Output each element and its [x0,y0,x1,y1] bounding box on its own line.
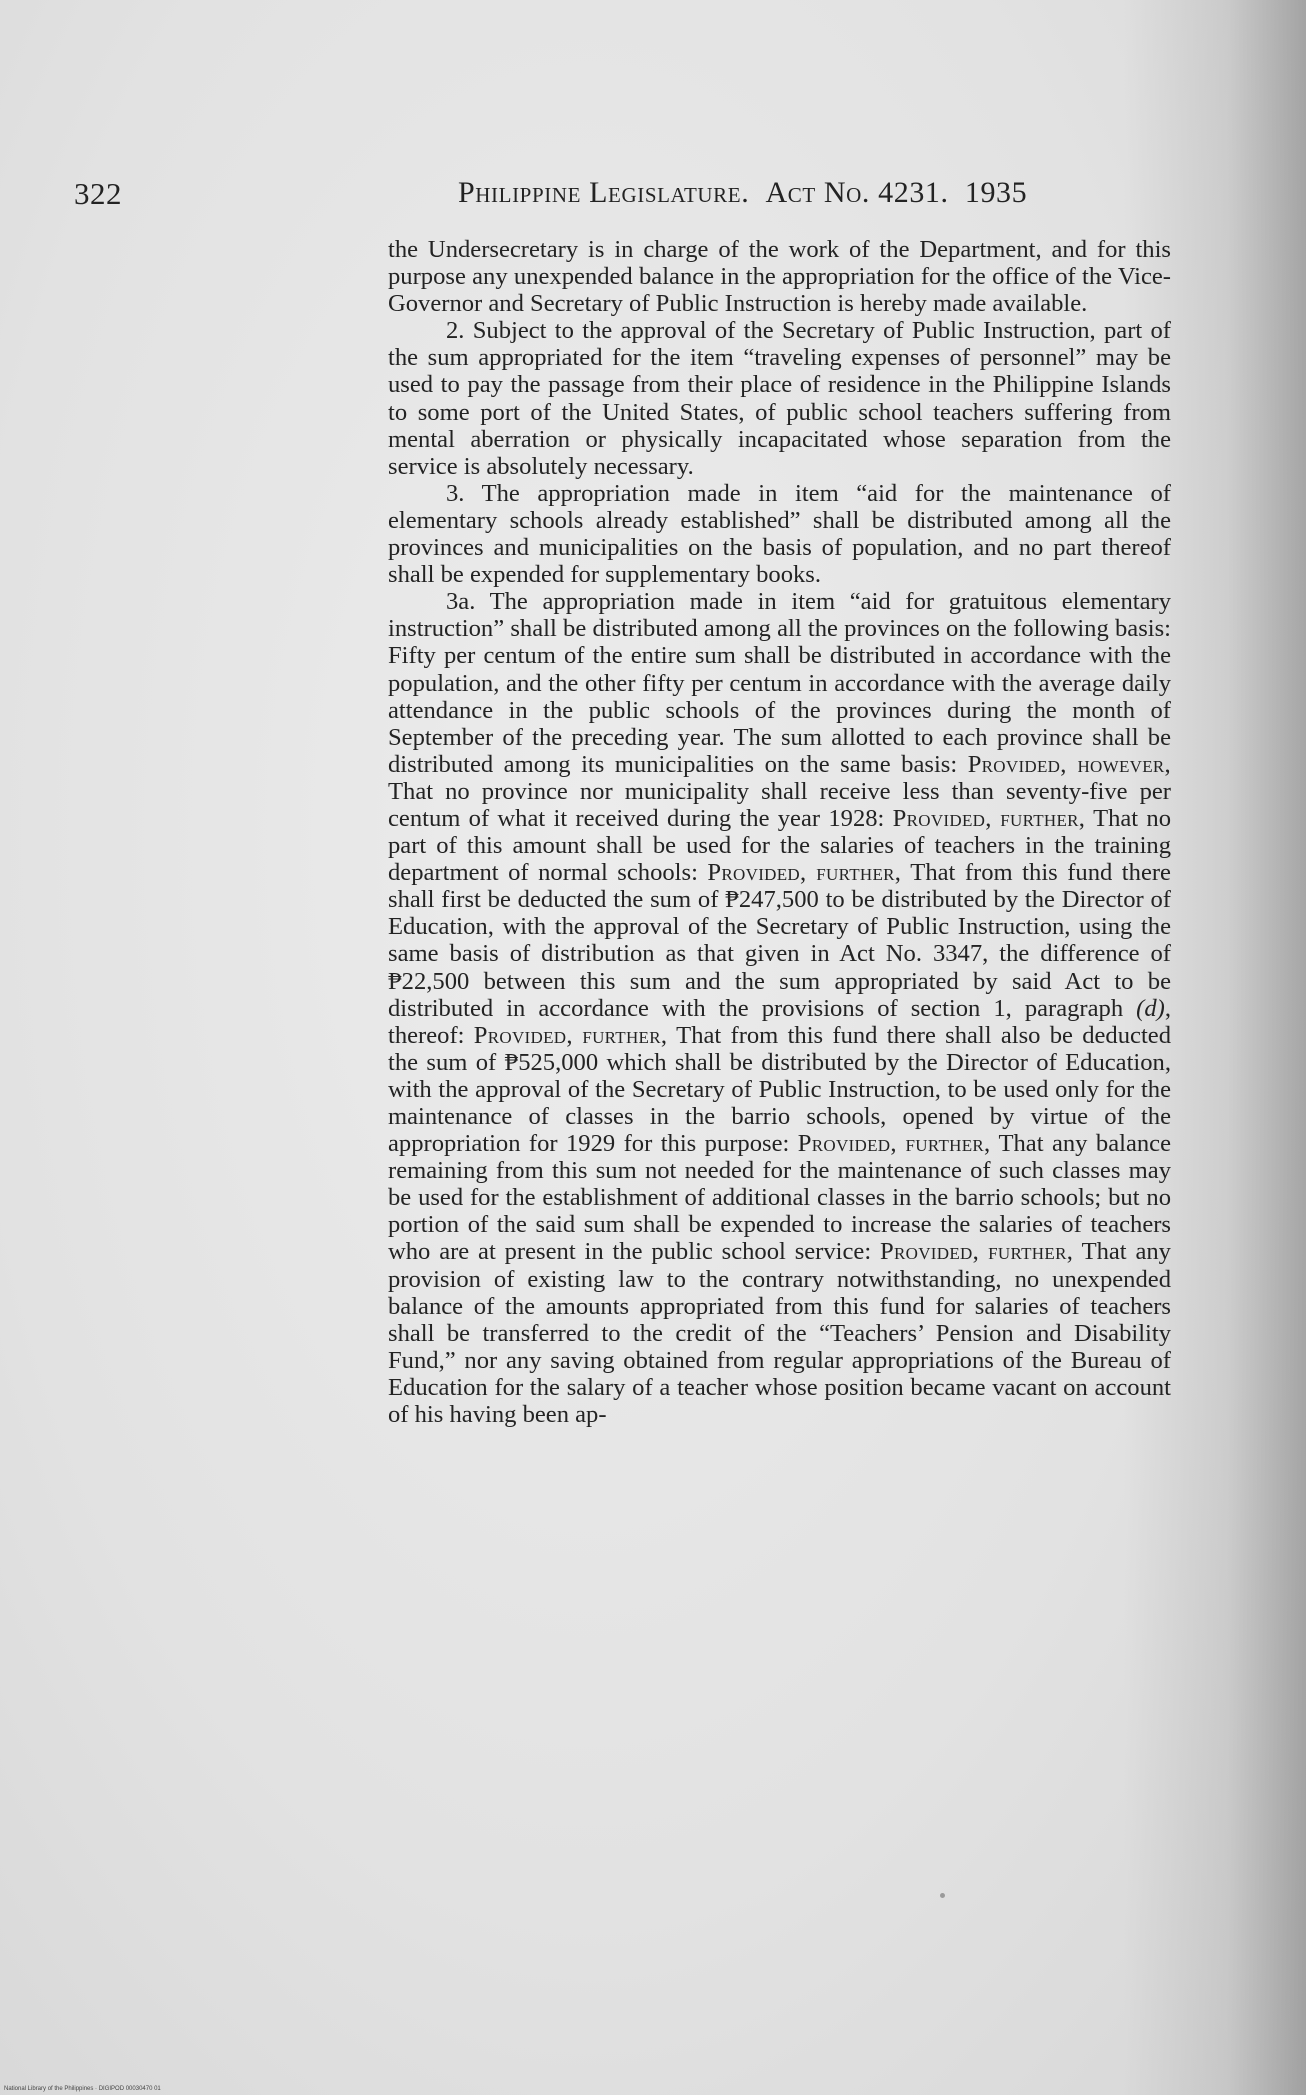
item-3a-sentence-5: , thereof: [388,994,1171,1049]
proviso-further-4: Provided, further, [797,1130,991,1158]
paragraph-continuation: the Undersecretary is in charge of the work of the Department, and for this purpose any unexpended balance in the appropriation for the office of the Vice-Governor and Secretary of Public Instruction is hereby made available. [388,236,1171,318]
paragraph-item-2: 2. Subject to the approval of the Secretary of Public Instruction, part of the sum appropriated for the item “traveling expenses of personnel” may be used to pay the passage from their place of residence in the Philippine Islands to some port of the United States, of public school teachers suffering from mental aberration or physically incapacitated whose separation from the service is absolutely necessary. [388,317,1171,480]
paper-speck [940,1893,945,1898]
item-3a-sentence-2: That no province nor municipality shall receive less than seventy-five per centum of what it received during the year 1928: [388,777,1171,832]
header-title-legislature: Philippine Legislature. [458,176,750,209]
proviso-however: Provided, however, [967,750,1172,778]
item-3a-sentence-8: That any provision of existing law to the contrary notwithstanding, no unexpended balance of the amounts appropriated from this fund for salaries of teachers shall be transferred to the credit of the “Teachers’ Pension and Disability Fund,” nor any saving obtained from regular appropriations of the Bureau of Education for the salary of a teacher whose position became vacant on account of his having been ap- [388,1238,1171,1429]
proviso-further-1: Provided, further, [892,804,1086,832]
proviso-further-5: Provided, further, [880,1238,1074,1266]
item-3a-sentence-3: That no part of this amount shall be used for the salaries of teachers in the training department of normal schools: [388,804,1171,887]
item-3a-sentence-4: That from this fund there shall first be deducted the sum of ₱247,500 to be distributed by the Director of Education, with the approval of the Secretary of Public Instruction, using the same basis of distribution as that given in Act No. 3347, the difference of ₱22,500 between this sum and the sum appropriated by said Act to be distributed in accordance with the provisions of section 1, paragraph [388,859,1171,1022]
item-3a-sentence-7: That any balance remaining from this sum not needed for the maintenance of such classes may be used for the establishment of additional classes in the barrio schools; but no portion of the said sum shall be expended to increase the salaries of teachers who are at present in the public school service: [388,1130,1171,1266]
proviso-further-3: Provided, further, [473,1021,668,1049]
running-header [458,176,1158,210]
proviso-further-2: Provided, further, [707,859,902,887]
paragraph-item-3a [388,588,1171,1428]
item-3a-sentence-6: That from this fund there shall also be deducted the sum of ₱525,000 which shall be distributed by the Director of Education, with the approval of the Secretary of Public Instruction, to be used only for the maintenance of classes in the barrio schools, opened by virtue of the appropriation for 1929 for this purpose: [388,1021,1171,1158]
paragraph-item-3: 3. The appropriation made in item “aid for the maintenance of elementary schools already established” shall be distributed among all the provinces and municipalities on the basis of population, and no part thereof shall be expended for supplementary books. [388,479,1171,589]
item-3a-sentence-1: 3a. The appropriation made in item “aid for gratuitous elementary instruction” shall be distributed among all the provinces on the following basis: Fifty per centum of the entire sum shall be distributed in accordance with the population, and the other fifty per centum in accordance with the average daily attendance in the public schools of the provinces during the month of September of the preceding year. The sum allotted to each province shall be distributed among its municipalities on the same basis: [388,588,1171,778]
page-number: 322 [74,176,122,211]
paragraph-reference: (d) [1136,994,1165,1022]
header-year: 1935 [964,176,1028,209]
body-text [388,236,1171,1428]
header-title-act: Act No. 4231. [765,176,949,209]
scan-footer-stamp: National Library of the Philippines · DIGIPOD 00030470 01 [4,2086,161,2092]
